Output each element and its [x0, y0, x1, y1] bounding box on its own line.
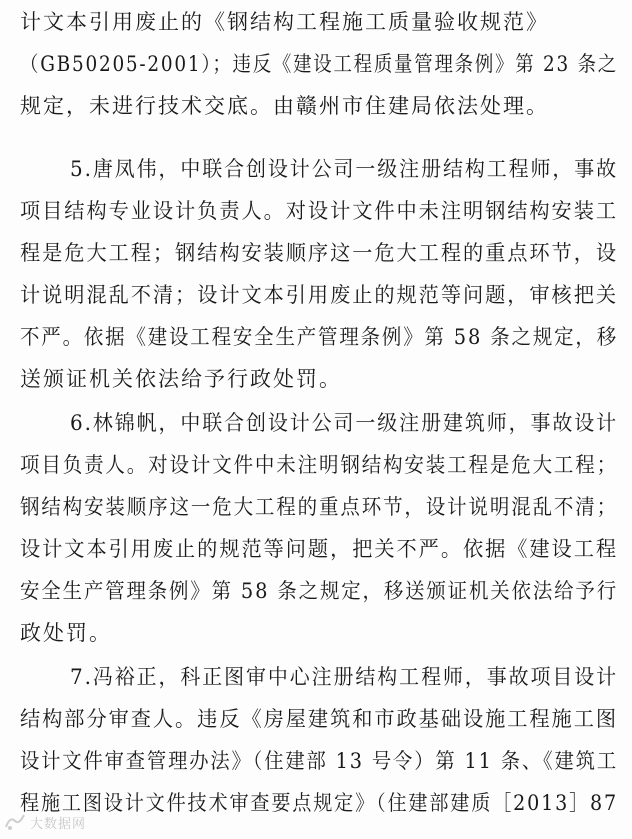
text-line: [0, 359, 632, 399]
text-line-content: 不严。依据《建设工程安全生产管理条例》第 58 条之规定，移: [20, 325, 618, 349]
text-line: [0, 613, 632, 653]
text-line: [0, 445, 632, 485]
text-line: [0, 149, 632, 189]
text-line-content: 项目结构专业设计负责人。对设计文件中未注明钢结构安装工: [20, 199, 618, 223]
text-line-content: 计文本引用废止的《钢结构工程施工质量验收规范》: [20, 10, 549, 34]
text-line-content: 项目负责人。对设计文件中未注明钢结构安装工程是危大工程；: [20, 453, 618, 477]
text-line: [0, 783, 632, 823]
text-line-content: 7.冯裕正，科正图审中心注册结构工程师，事故项目设计: [70, 665, 618, 689]
text-line: [0, 741, 632, 781]
text-line: [0, 657, 632, 697]
watermark: [4, 810, 86, 834]
text-line: [0, 487, 632, 527]
text-line: [0, 233, 632, 273]
text-line-content: 钢结构安装顺序这一危大工程的重点环节，设计说明混乱不清；: [20, 495, 618, 519]
text-line: [0, 191, 632, 231]
text-line: [0, 86, 632, 126]
text-line-content: 安全生产管理条例》第 58 条之规定，移送颁证机关依法给予行: [20, 579, 618, 603]
text-line-content: 设计文件审查管理办法》（住建部 13 号令）第 11 条、《建筑工: [20, 749, 618, 773]
text-line-content: 程是危大工程；钢结构安装顺序这一危大工程的重点环节，设: [20, 241, 618, 265]
text-line-content: （GB50205-2001）；违反《建设工程质量管理条例》第 23 条之: [20, 52, 618, 76]
text-line: [0, 44, 632, 84]
text-line-content: 计说明混乱不清；设计文本引用废止的规范等问题，审核把关: [20, 283, 618, 307]
text-line: [0, 317, 632, 357]
text-line-content: 结构部分审查人。违反《房屋建筑和市政基础设施工程施工图: [20, 707, 618, 731]
text-line: [0, 699, 632, 739]
text-line: [0, 529, 632, 569]
text-line-content: 5.唐凤伟，中联合创设计公司一级注册结构工程师，事故: [70, 157, 618, 181]
watermark-text: 大数据网: [30, 816, 87, 832]
text-line-content: 程施工图设计文件技术审查要点规定》（住建部建质［2013］87: [20, 791, 618, 815]
watermark-logo-icon: [4, 812, 26, 832]
text-line-content: 设计文本引用废止的规范等问题，把关不严。依据《建设工程: [20, 537, 618, 561]
text-line-content: 6.林锦帆，中联合创设计公司一级注册建筑师，事故设计: [70, 411, 618, 435]
text-line: [0, 275, 632, 315]
text-line: [0, 403, 632, 443]
text-line-content: 政处罚。: [20, 621, 112, 645]
text-line-content: 送颁证机关依法给予行政处罚。: [20, 367, 342, 391]
text-line: [0, 571, 632, 611]
text-line-content: 规定，未进行技术交底。由赣州市住建局依法处理。: [20, 94, 549, 118]
text-line: [0, 2, 632, 42]
